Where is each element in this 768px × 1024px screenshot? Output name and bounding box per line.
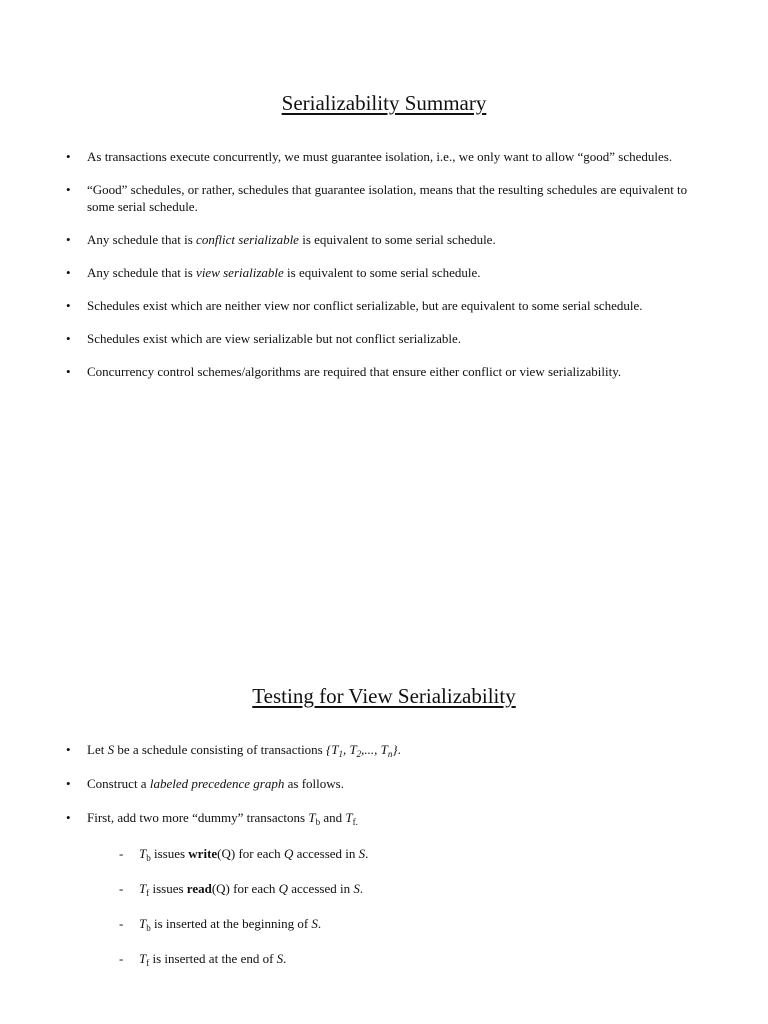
list-item	[119, 845, 679, 863]
bullet-text: As transactions execute concurrently, we must guarantee isolation, i.e., we only want to allow “good” schedules.	[87, 149, 673, 164]
subscript: f	[146, 958, 150, 968]
bullet-text: is equivalent to some serial schedule.	[298, 232, 496, 247]
data-item-symbol: Q	[278, 881, 288, 896]
summary-bullet-list	[66, 148, 706, 396]
section-title-serializability-summary: Serializability Summary	[281, 91, 487, 115]
bullet-text: Schedules exist which are neither view nor conflict serializable, but are equivalent to some serial schedule.	[87, 298, 643, 313]
schedule-symbol: S	[107, 742, 115, 757]
subscript: b	[315, 817, 321, 827]
transaction-symbol: T	[331, 742, 339, 757]
bullet-text: .	[397, 742, 401, 757]
dash-text: (Q) for each	[211, 881, 279, 896]
transaction-symbol: T	[308, 810, 316, 825]
list-item	[119, 950, 679, 968]
bullet-text: Any schedule that is	[87, 265, 197, 280]
dash-text: is inserted at the beginning of	[150, 916, 312, 931]
list-item	[66, 231, 706, 248]
subscript: n	[387, 749, 393, 759]
bullet-text: be a schedule consisting of transactions	[114, 742, 326, 757]
dash-text: issues	[150, 846, 189, 861]
list-item	[119, 880, 679, 898]
brace: }	[392, 742, 398, 757]
transaction-set	[326, 742, 398, 757]
list-item	[66, 297, 706, 314]
bullet-text: “Good” schedules, or rather, schedules that guarantee isolation, means that the resulting schedules are equivalent to some serial schedule.	[87, 182, 688, 214]
schedule-symbol: S	[358, 846, 366, 861]
subscript: 2	[356, 749, 362, 759]
subscript: 1	[338, 749, 343, 759]
bullet-text: First, add two more “dummy” transactons	[87, 810, 309, 825]
dash-text: .	[317, 916, 322, 931]
emphasis-term: conflict serializable	[196, 232, 299, 247]
data-item-symbol: Q	[283, 846, 294, 861]
bullet-text: Let	[87, 742, 108, 757]
operation-keyword: read	[186, 881, 212, 896]
dash-text: is inserted at the end of	[149, 951, 277, 966]
emphasis-term: labeled precedence graph	[149, 776, 285, 791]
transaction-symbol: T	[345, 810, 353, 825]
schedule-symbol: S	[353, 881, 360, 896]
bullet-text: Schedules exist which are view serializable but not conflict serializable.	[87, 331, 461, 346]
testing-bullet-list	[66, 741, 706, 843]
separator: ,	[342, 742, 350, 757]
bullet-text: Any schedule that is	[87, 232, 197, 247]
dummy-transaction-dash-list	[119, 845, 679, 985]
subscript: f.	[352, 817, 358, 827]
brace: {	[326, 742, 332, 757]
transaction-symbol: T	[349, 742, 357, 757]
transaction-symbol: T	[139, 951, 147, 966]
transaction-symbol: T	[139, 881, 147, 896]
schedule-symbol: S	[311, 916, 318, 931]
section-title-testing-view-serializability: Testing for View Serializability	[252, 684, 516, 708]
bullet-text: Construct a	[87, 776, 150, 791]
dash-text: accessed in	[288, 881, 354, 896]
list-item	[119, 915, 679, 933]
transaction-symbol: T	[139, 916, 147, 931]
dash-text: .	[359, 881, 364, 896]
emphasis-term: view serializable	[196, 265, 284, 280]
separator: ,...,	[361, 742, 381, 757]
subscript: f	[146, 888, 150, 898]
operation-keyword: write	[188, 846, 218, 861]
list-item	[66, 330, 706, 347]
list-item	[66, 148, 706, 165]
dash-text: (Q) for each	[217, 846, 284, 861]
bullet-text: as follows.	[284, 776, 344, 791]
list-item	[66, 181, 706, 215]
bullet-text: and	[320, 810, 346, 825]
list-item	[66, 741, 706, 758]
transaction-symbol: T	[380, 742, 388, 757]
dash-text: accessed in	[293, 846, 359, 861]
list-item	[66, 264, 706, 281]
dash-text: .	[283, 951, 287, 966]
bullet-text: Concurrency control schemes/algorithms are required that ensure either conflict or view serializability.	[87, 364, 622, 379]
list-item	[66, 775, 706, 792]
bullet-text: is equivalent to some serial schedule.	[283, 265, 481, 280]
schedule-symbol: S	[276, 951, 284, 966]
dash-text: issues	[149, 881, 187, 896]
subscript: b	[146, 923, 151, 933]
list-item	[66, 809, 706, 826]
subscript: b	[146, 853, 151, 863]
list-item	[66, 363, 706, 380]
transaction-symbol: T	[139, 846, 147, 861]
dash-text: .	[365, 846, 369, 861]
